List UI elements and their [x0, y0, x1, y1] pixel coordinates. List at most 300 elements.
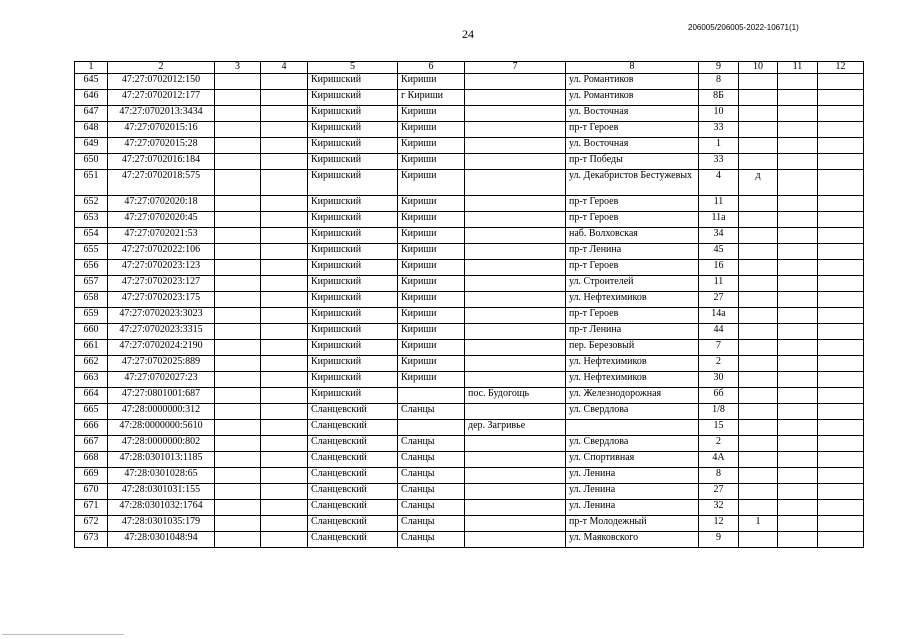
building-cell: [739, 106, 778, 122]
locality-cell: [465, 106, 566, 122]
cadastral-number-cell: 47:28:0000000:5610: [108, 420, 215, 436]
settlement-cell: Сланцы: [398, 468, 465, 484]
table-row: [75, 404, 864, 420]
table-row: [75, 154, 864, 170]
cadastral-number-cell: 47:28:0000000:802: [108, 436, 215, 452]
col3-cell: [215, 228, 261, 244]
cadastral-number-cell: 47:28:0301028:65: [108, 468, 215, 484]
col12-cell: [818, 388, 864, 404]
street-cell: наб. Волховская: [566, 228, 699, 244]
col11-cell: [778, 154, 818, 170]
settlement-cell: [398, 420, 465, 436]
table-row: [75, 196, 864, 212]
settlement-cell: Кириши: [398, 122, 465, 138]
col12-cell: [818, 170, 864, 196]
col12-cell: [818, 500, 864, 516]
table-row: [75, 420, 864, 436]
locality-cell: [465, 244, 566, 260]
table-row: [75, 276, 864, 292]
col11-cell: [778, 452, 818, 468]
street-cell: пр-т Героев: [566, 122, 699, 138]
locality-cell: [465, 532, 566, 548]
street-cell: ул. Нефтехимиков: [566, 356, 699, 372]
settlement-cell: Кириши: [398, 372, 465, 388]
col4-cell: [261, 500, 308, 516]
street-cell: ул. Нефтехимиков: [566, 372, 699, 388]
cadastral-number-cell: 47:27:0702023:127: [108, 276, 215, 292]
col12-cell: [818, 404, 864, 420]
house-number-cell: 7: [699, 340, 739, 356]
col3-cell: [215, 196, 261, 212]
table-row: [75, 356, 864, 372]
district-cell: Сланцевский: [308, 436, 398, 452]
building-cell: [739, 308, 778, 324]
locality-cell: [465, 292, 566, 308]
house-number-cell: 27: [699, 292, 739, 308]
street-cell: ул. Железнодорожная: [566, 388, 699, 404]
district-cell: Киришский: [308, 74, 398, 90]
street-cell: пр-т Ленина: [566, 244, 699, 260]
settlement-cell: Сланцы: [398, 404, 465, 420]
col12-cell: [818, 516, 864, 532]
row-number-cell: 669: [75, 468, 108, 484]
building-cell: [739, 452, 778, 468]
street-cell: пр-т Героев: [566, 260, 699, 276]
col4-cell: [261, 122, 308, 138]
settlement-cell: Кириши: [398, 228, 465, 244]
settlement-cell: Кириши: [398, 308, 465, 324]
col3-cell: [215, 308, 261, 324]
locality-cell: [465, 452, 566, 468]
row-number-cell: 651: [75, 170, 108, 196]
col12-cell: [818, 138, 864, 154]
building-cell: [739, 244, 778, 260]
document-id: 206005/206005-2022-10671(1): [688, 23, 799, 32]
col11-cell: [778, 170, 818, 196]
building-cell: д: [739, 170, 778, 196]
col12-cell: [818, 468, 864, 484]
column-header: 8: [566, 62, 699, 74]
house-number-cell: 2: [699, 436, 739, 452]
registry-table: [74, 61, 864, 548]
district-cell: Киришский: [308, 324, 398, 340]
house-number-cell: 1: [699, 138, 739, 154]
col3-cell: [215, 436, 261, 452]
building-cell: [739, 340, 778, 356]
col3-cell: [215, 356, 261, 372]
col3-cell: [215, 244, 261, 260]
district-cell: Киришский: [308, 228, 398, 244]
cadastral-number-cell: 47:28:0301032:1764: [108, 500, 215, 516]
settlement-cell: Кириши: [398, 138, 465, 154]
col3-cell: [215, 74, 261, 90]
building-cell: [739, 276, 778, 292]
table-header-row: [75, 62, 864, 74]
row-number-cell: 662: [75, 356, 108, 372]
settlement-cell: Кириши: [398, 292, 465, 308]
col3-cell: [215, 388, 261, 404]
building-cell: [739, 154, 778, 170]
settlement-cell: Кириши: [398, 340, 465, 356]
col12-cell: [818, 292, 864, 308]
cadastral-number-cell: 47:27:0702018:575: [108, 170, 215, 196]
house-number-cell: 16: [699, 260, 739, 276]
col12-cell: [818, 356, 864, 372]
col11-cell: [778, 532, 818, 548]
column-header: 12: [818, 62, 864, 74]
building-cell: [739, 420, 778, 436]
cadastral-number-cell: 47:27:0702012:150: [108, 74, 215, 90]
col4-cell: [261, 308, 308, 324]
district-cell: Сланцевский: [308, 516, 398, 532]
settlement-cell: Кириши: [398, 276, 465, 292]
col3-cell: [215, 484, 261, 500]
locality-cell: [465, 340, 566, 356]
street-cell: ул. Декабристов Бестужевых: [566, 170, 699, 196]
col11-cell: [778, 516, 818, 532]
col4-cell: [261, 340, 308, 356]
building-cell: [739, 292, 778, 308]
col12-cell: [818, 324, 864, 340]
column-header: 4: [261, 62, 308, 74]
col4-cell: [261, 516, 308, 532]
street-cell: ул. Нефтехимиков: [566, 292, 699, 308]
house-number-cell: 33: [699, 154, 739, 170]
table-row: [75, 388, 864, 404]
table-row: [75, 228, 864, 244]
table-row: [75, 122, 864, 138]
settlement-cell: Кириши: [398, 212, 465, 228]
district-cell: Киришский: [308, 340, 398, 356]
cadastral-number-cell: 47:28:0301031:155: [108, 484, 215, 500]
row-number-cell: 654: [75, 228, 108, 244]
locality-cell: [465, 154, 566, 170]
col11-cell: [778, 484, 818, 500]
cadastral-number-cell: 47:27:0702027:23: [108, 372, 215, 388]
district-cell: Киришский: [308, 138, 398, 154]
settlement-cell: Сланцы: [398, 500, 465, 516]
building-cell: [739, 500, 778, 516]
col12-cell: [818, 90, 864, 106]
locality-cell: [465, 228, 566, 244]
col4-cell: [261, 74, 308, 90]
col4-cell: [261, 106, 308, 122]
row-number-cell: 672: [75, 516, 108, 532]
row-number-cell: 650: [75, 154, 108, 170]
row-number-cell: 659: [75, 308, 108, 324]
building-cell: 1: [739, 516, 778, 532]
building-cell: [739, 90, 778, 106]
col3-cell: [215, 90, 261, 106]
table-row: [75, 90, 864, 106]
row-number-cell: 660: [75, 324, 108, 340]
col3-cell: [215, 170, 261, 196]
col4-cell: [261, 420, 308, 436]
col11-cell: [778, 404, 818, 420]
house-number-cell: 8: [699, 74, 739, 90]
district-cell: Сланцевский: [308, 420, 398, 436]
row-number-cell: 655: [75, 244, 108, 260]
col12-cell: [818, 484, 864, 500]
col4-cell: [261, 388, 308, 404]
col11-cell: [778, 196, 818, 212]
district-cell: Сланцевский: [308, 484, 398, 500]
street-cell: ул. Ленина: [566, 484, 699, 500]
col11-cell: [778, 324, 818, 340]
row-number-cell: 673: [75, 532, 108, 548]
table-row: [75, 138, 864, 154]
table-row: [75, 468, 864, 484]
locality-cell: [465, 276, 566, 292]
col4-cell: [261, 244, 308, 260]
col4-cell: [261, 356, 308, 372]
col3-cell: [215, 106, 261, 122]
table-row: [75, 292, 864, 308]
table-row: [75, 372, 864, 388]
row-number-cell: 646: [75, 90, 108, 106]
col11-cell: [778, 260, 818, 276]
col12-cell: [818, 154, 864, 170]
street-cell: пр-т Молодежный: [566, 516, 699, 532]
house-number-cell: 15: [699, 420, 739, 436]
building-cell: [739, 324, 778, 340]
row-number-cell: 656: [75, 260, 108, 276]
col11-cell: [778, 468, 818, 484]
col4-cell: [261, 212, 308, 228]
col4-cell: [261, 292, 308, 308]
col4-cell: [261, 170, 308, 196]
col11-cell: [778, 90, 818, 106]
street-cell: ул. Строителей: [566, 276, 699, 292]
cadastral-number-cell: 47:28:0000000:312: [108, 404, 215, 420]
row-number-cell: 665: [75, 404, 108, 420]
col3-cell: [215, 500, 261, 516]
col11-cell: [778, 340, 818, 356]
house-number-cell: 14а: [699, 308, 739, 324]
col12-cell: [818, 212, 864, 228]
col3-cell: [215, 516, 261, 532]
cadastral-number-cell: 47:27:0702015:28: [108, 138, 215, 154]
col3-cell: [215, 532, 261, 548]
locality-cell: [465, 500, 566, 516]
col11-cell: [778, 212, 818, 228]
settlement-cell: Сланцы: [398, 452, 465, 468]
cadastral-number-cell: 47:27:0702023:123: [108, 260, 215, 276]
building-cell: [739, 404, 778, 420]
locality-cell: [465, 468, 566, 484]
locality-cell: [465, 436, 566, 452]
house-number-cell: 30: [699, 372, 739, 388]
street-cell: ул. Восточная: [566, 106, 699, 122]
col12-cell: [818, 276, 864, 292]
column-header: 6: [398, 62, 465, 74]
col11-cell: [778, 122, 818, 138]
row-number-cell: 658: [75, 292, 108, 308]
col12-cell: [818, 106, 864, 122]
house-number-cell: 8Б: [699, 90, 739, 106]
cadastral-number-cell: 47:28:0301035:179: [108, 516, 215, 532]
street-cell: ул. Свердлова: [566, 404, 699, 420]
settlement-cell: Кириши: [398, 260, 465, 276]
building-cell: [739, 436, 778, 452]
locality-cell: [465, 74, 566, 90]
house-number-cell: 2: [699, 356, 739, 372]
col4-cell: [261, 276, 308, 292]
col12-cell: [818, 452, 864, 468]
settlement-cell: Кириши: [398, 196, 465, 212]
column-header: 10: [739, 62, 778, 74]
row-number-cell: 663: [75, 372, 108, 388]
building-cell: [739, 228, 778, 244]
row-number-cell: 670: [75, 484, 108, 500]
table-row: [75, 106, 864, 122]
settlement-cell: Кириши: [398, 106, 465, 122]
locality-cell: [465, 372, 566, 388]
house-number-cell: 33: [699, 122, 739, 138]
col11-cell: [778, 244, 818, 260]
district-cell: Киришский: [308, 170, 398, 196]
col11-cell: [778, 372, 818, 388]
table-row: [75, 260, 864, 276]
settlement-cell: Кириши: [398, 154, 465, 170]
settlement-cell: Сланцы: [398, 532, 465, 548]
cadastral-number-cell: 47:27:0702016:184: [108, 154, 215, 170]
col3-cell: [215, 324, 261, 340]
table-row: [75, 500, 864, 516]
district-cell: Киришский: [308, 308, 398, 324]
settlement-cell: Кириши: [398, 324, 465, 340]
row-number-cell: 671: [75, 500, 108, 516]
col4-cell: [261, 436, 308, 452]
house-number-cell: 45: [699, 244, 739, 260]
table-row: [75, 244, 864, 260]
col12-cell: [818, 340, 864, 356]
district-cell: Сланцевский: [308, 404, 398, 420]
house-number-cell: 1/8: [699, 404, 739, 420]
table-row: [75, 74, 864, 90]
settlement-cell: Кириши: [398, 244, 465, 260]
settlement-cell: Кириши: [398, 74, 465, 90]
district-cell: Киришский: [308, 122, 398, 138]
settlement-cell: Сланцы: [398, 436, 465, 452]
table-row: [75, 484, 864, 500]
locality-cell: [465, 122, 566, 138]
cadastral-number-cell: 47:28:0301048:94: [108, 532, 215, 548]
street-cell: ул. Спортивная: [566, 452, 699, 468]
col11-cell: [778, 74, 818, 90]
building-cell: [739, 532, 778, 548]
cadastral-number-cell: 47:27:0702023:3023: [108, 308, 215, 324]
district-cell: Киришский: [308, 372, 398, 388]
footer-rule: [2, 634, 124, 635]
col4-cell: [261, 468, 308, 484]
column-header: 5: [308, 62, 398, 74]
col12-cell: [818, 228, 864, 244]
row-number-cell: 668: [75, 452, 108, 468]
house-number-cell: 11: [699, 196, 739, 212]
col4-cell: [261, 452, 308, 468]
col4-cell: [261, 324, 308, 340]
district-cell: Киришский: [308, 292, 398, 308]
col11-cell: [778, 420, 818, 436]
street-cell: пр-т Победы: [566, 154, 699, 170]
cadastral-number-cell: 47:27:0801001:687: [108, 388, 215, 404]
col12-cell: [818, 244, 864, 260]
house-number-cell: 11а: [699, 212, 739, 228]
locality-cell: дер. Загривье: [465, 420, 566, 436]
district-cell: Киришский: [308, 276, 398, 292]
col12-cell: [818, 372, 864, 388]
col11-cell: [778, 388, 818, 404]
house-number-cell: 11: [699, 276, 739, 292]
row-number-cell: 667: [75, 436, 108, 452]
column-header: 3: [215, 62, 261, 74]
street-cell: ул. Свердлова: [566, 436, 699, 452]
cadastral-number-cell: 47:27:0702024:2190: [108, 340, 215, 356]
row-number-cell: 664: [75, 388, 108, 404]
locality-cell: [465, 308, 566, 324]
district-cell: Киришский: [308, 196, 398, 212]
house-number-cell: 4: [699, 170, 739, 196]
street-cell: пер. Березовый: [566, 340, 699, 356]
house-number-cell: 8: [699, 468, 739, 484]
district-cell: Сланцевский: [308, 468, 398, 484]
col11-cell: [778, 276, 818, 292]
col3-cell: [215, 292, 261, 308]
cadastral-number-cell: 47:28:0301013:1185: [108, 452, 215, 468]
house-number-cell: 4А: [699, 452, 739, 468]
col3-cell: [215, 212, 261, 228]
locality-cell: [465, 90, 566, 106]
column-header: 9: [699, 62, 739, 74]
cadastral-number-cell: 47:27:0702020:45: [108, 212, 215, 228]
house-number-cell: 12: [699, 516, 739, 532]
row-number-cell: 649: [75, 138, 108, 154]
district-cell: Сланцевский: [308, 500, 398, 516]
cadastral-number-cell: 47:27:0702025:889: [108, 356, 215, 372]
column-header: 11: [778, 62, 818, 74]
col3-cell: [215, 468, 261, 484]
col11-cell: [778, 292, 818, 308]
building-cell: [739, 212, 778, 228]
col4-cell: [261, 372, 308, 388]
col11-cell: [778, 138, 818, 154]
col3-cell: [215, 372, 261, 388]
locality-cell: [465, 484, 566, 500]
cadastral-number-cell: 47:27:0702013:3434: [108, 106, 215, 122]
house-number-cell: 32: [699, 500, 739, 516]
building-cell: [739, 74, 778, 90]
col11-cell: [778, 500, 818, 516]
cadastral-number-cell: 47:27:0702023:3315: [108, 324, 215, 340]
settlement-cell: Кириши: [398, 356, 465, 372]
district-cell: Киришский: [308, 154, 398, 170]
col3-cell: [215, 276, 261, 292]
district-cell: Сланцевский: [308, 532, 398, 548]
cadastral-number-cell: 47:27:0702022:106: [108, 244, 215, 260]
street-cell: ул. Романтиков: [566, 90, 699, 106]
table-row: [75, 324, 864, 340]
table-row: [75, 340, 864, 356]
col12-cell: [818, 122, 864, 138]
district-cell: Киришский: [308, 244, 398, 260]
house-number-cell: 27: [699, 484, 739, 500]
locality-cell: [465, 324, 566, 340]
row-number-cell: 657: [75, 276, 108, 292]
cadastral-number-cell: 47:27:0702023:175: [108, 292, 215, 308]
col4-cell: [261, 532, 308, 548]
settlement-cell: Сланцы: [398, 484, 465, 500]
